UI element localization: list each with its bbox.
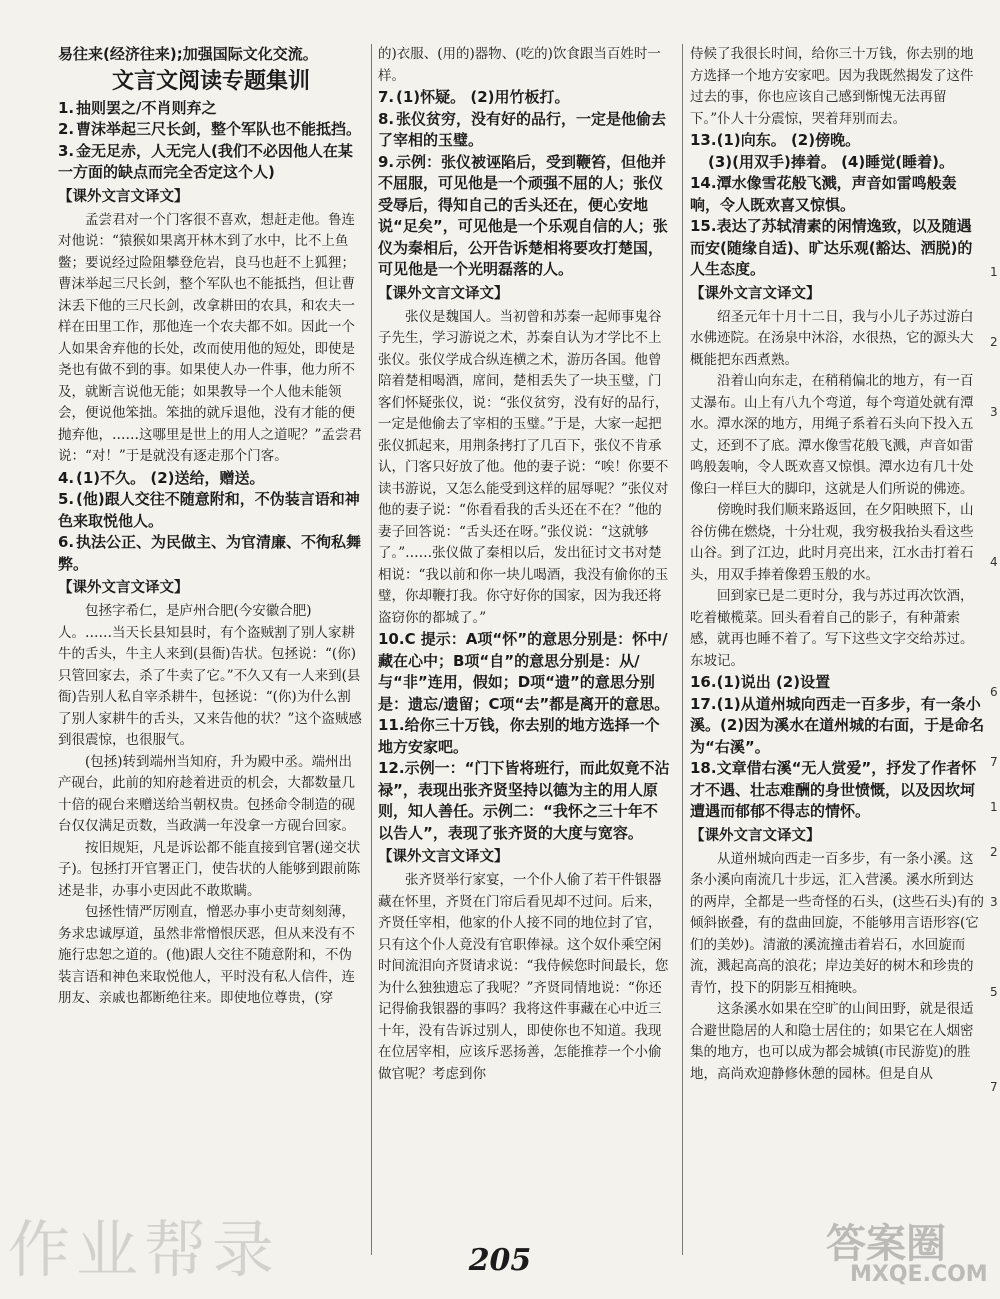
answer-item: 10.C 提示：A项“怀”的意思分别是：怀中/藏在心中；B项“自”的意思分别是：从/与“非”连用，假如；D项“遗”的意思分别是：遗忘/遗留；C项“去”都是离开的意思。 xyxy=(378,630,670,713)
watermark-url: MXQE.COM xyxy=(850,1262,988,1287)
edge-digit: 4 xyxy=(990,555,998,569)
column-left xyxy=(58,44,364,1010)
translation-paragraph: 绍圣元年十月十二日，我与小儿子苏过游白水佛迹院。在汤泉中沐浴，水很热，它的源头大概能把东西煮熟。 xyxy=(690,308,974,368)
answer-item: 6. 执法公正、为民做主、为官清廉、不徇私舞弊。 xyxy=(58,533,362,573)
answer-item: 14.潭水像雪花般飞溅，声音如雷鸣般轰响，令人既欢喜又惊惧。 xyxy=(690,174,957,214)
translation-label: 【课外文言文译文】 xyxy=(690,285,821,302)
translation-label: 【课外文言文译文】 xyxy=(378,849,509,865)
answer-item: 3. 金无足赤，人无完人(我们不必因他人在某一方面的缺点而完全否定这个人) xyxy=(58,141,353,181)
answer-item: 17.(1)从道州城向西走一百多步，有一条小溪。(2)因为溪水在道州城的右面，于是命名为“右溪”。 xyxy=(690,694,985,756)
translation-paragraph: 张齐贤举行家宴，一个仆人偷了若干件银器藏在怀里，齐贤在门帘后看见却不过问。后来，齐贤任宰相，他家的仆人接不同的地位封了官，只有这个仆人竟没有官职俸禄。这个奴仆乘空闲时间流泪向齐贤请求说：“我侍候您时间最长，您为什么独独遗忘了我呢？”齐贤同情地说：“你还记得偷我银器的事吗？我将这件事藏在心中近三十年，没有告诉过别人，即使你也不知道。我现在位居宰相，应该斥恶扬善，怎能推荐一个小偷做官呢？考虑到你 xyxy=(378,872,669,1082)
translation-paragraph: 傍晚时我们顺来路返回，在夕阳映照下，山谷仿佛在燃烧，十分壮观，我穷极我抬头看这些山谷。到了江边，此时月亮出来，江水击打着石头，用双手捧着像碧玉般的水。 xyxy=(690,502,974,583)
edge-digit: 2 xyxy=(990,335,998,349)
top-line: 易往来(经济往来);加强国际文化交流。 xyxy=(58,45,318,63)
answer-item: 8. 张仪贫穷，没有好的品行，一定是他偷去了宰相的玉璧。 xyxy=(378,109,667,149)
answer-list xyxy=(378,629,671,844)
column-right xyxy=(690,44,986,1085)
answer-item: 2. 曹沫举起三尺长剑，整个军队也不能抵挡。 xyxy=(58,120,362,138)
answer-list xyxy=(690,672,986,823)
translation-paragraph: 包拯字希仁，是庐州合肥(今安徽合肥)人。……当天长县知县时，有个盗贼割了别人家耕牛的舌头，牛主人来到(县衙)告状。包拯说：“(你)只管回家去，杀了牛卖了它。”不久又有一人来到(县衙)告别人私自宰杀耕牛，包拯说：“(你)为什么割了别人家耕牛的舌头，又来告他的状？”这个盗贼感到很震惊，也很服气。 xyxy=(58,603,362,748)
continued-text: 侍候了我很长时间，给你三十万钱，你去别的地方选择一个地方安家吧。因为我既然揭发了这件过去的事，你也应该自己感到惭愧无法再留下。”仆人十分震惊，哭着拜别而去。 xyxy=(690,46,974,127)
watermark-left: 作业帮录 xyxy=(8,1213,281,1286)
translation-paragraph: 包拯性情严厉刚直，憎恶办事小吏苛刻刻薄，务求忠诚厚道，虽然非常憎恨厌恶，但从来没有不施行忠恕之道的。(他)跟人交往不随意附和，不伪装言语和神色来取悦他人，平时没有私人信件，连朋友、亲戚也都断绝往来。即使地位尊贵，(穿 xyxy=(58,904,355,1006)
translation-paragraph: 孟尝君对一个门客很不喜欢，想赶走他。鲁连对他说：“猿猴如果离开林木到了水中，比不上鱼鳖；要说经过险阻攀登危岩，良马也赶不上狐狸；曹沫举起三尺长剑，整个军队也不能抵挡，但让曹沫丢下他的三尺长剑，改拿耕田的农具，和农夫一样在田里工作，那他连一个农夫都不如。因此一个人如果舍弃他的长处，改而使用他的短处，即使是尧也有做不到的事。如果使人办一件事，他力所不及，就断言说他无能；如果教导一个人他未能领会，便说他笨拙。笨拙的就斥退他，没有才能的便抛弃他，……这哪里是世上的用人之道呢？”孟尝君说：“对！”于是就没有逐走那个门客。 xyxy=(58,211,362,464)
edge-digit: 7 xyxy=(990,1080,998,1094)
edge-digit: 1 xyxy=(990,265,998,279)
answer-item: 12.示例一：“门下皆将班行，而此奴竟不沾禄”，表现出张齐贤坚持以德为主的用人原则，知人善任。示例二：“我怀之三十年不以告人”，表现了张齐贤的大度与宽容。 xyxy=(378,759,670,842)
edge-digit: 3 xyxy=(990,405,998,419)
answer-list xyxy=(690,130,986,281)
edge-digit: 6 xyxy=(990,685,998,699)
answer-item: 4. (1)不久。 (2)送给，赠送。 xyxy=(58,468,265,487)
answer-item: 1. 抽则罢之/不肖则弃之 xyxy=(58,98,217,117)
answer-item: (3)(用双手)捧着。 (4)睡觉(睡着)。 xyxy=(708,152,954,171)
answer-list xyxy=(58,98,364,184)
edge-digit: 5 xyxy=(990,985,998,999)
answer-item: 5. (他)跟人交往不随意附和，不伪装言语和神色来取悦他人。 xyxy=(58,490,360,530)
translation-label: 【课外文言文译文】 xyxy=(58,188,189,205)
translation-paragraph: 这条溪水如果在空旷的山间田野，就是很适合避世隐居的人和隐士居住的；如果它在人烟密集的地方，也可以成为都会城镇(市民游览)的胜地，高尚欢迎静修休憩的园林。但是自从 xyxy=(690,1001,974,1082)
translation-paragraph: 从道州城向西走一百多步，有一条小溪。这条小溪向南流几十步远，汇入营溪。溪水所到达的两岸，全都是一些奇怪的石头，(这些石头)有的倾斜嵌叠，有的盘曲回旋，不能够用言语形容(它们的美妙)。清澈的溪流撞击着岩石，水回旋而流，溅起高高的浪花；岸边美好的树木和珍贵的青竹，投下的阴影互相掩映。 xyxy=(690,850,985,996)
translation-paragraph: 沿着山向东走，在稍稍偏北的地方，有一百丈瀑布。山上有八九个弯道，每个弯道处就有潭水。潭水深的地方，用绳子系着石头向下投入五丈，还到不了底。潭水像雪花般飞溅，声音如雷鸣般轰响，令人既欢喜又惊惧。潭水边有几十处像臼一样巨大的脚印，这就是人们所说的佛迹。 xyxy=(690,373,974,497)
answer-list xyxy=(58,468,364,576)
edge-digit: 7 xyxy=(990,755,998,769)
answer-item: 15.表达了苏轼清素的闲情逸致，以及随遇而安(随缘自适)、旷达乐观(豁达、洒脱)的人生态度。 xyxy=(690,217,973,278)
translation-label: 【课外文言文译文】 xyxy=(378,285,509,302)
translation-paragraph: 张仪是魏国人。当初曾和苏秦一起师事鬼谷子先生，学习游说之术，苏秦自认为才学比不上张仪。张仪学成合纵连横之术，游历各国。他曾陪着楚相喝酒，席间，楚相丢失了一块玉璧，门客们怀疑张仪，说：“张仪贫穷，没有好的品行，一定是他偷去了宰相的玉璧。”于是，大家一起把张仪抓起来，用荆条拷打了几百下，张仪不肯承认，门客只好放了他。他的妻子说：“唉！你要不读书游说，又怎么能受到这样的屈辱呢？”张仪对他的妻子说：“你看看我的舌头还在不在？”他的妻子回答说：“舌头还在呀。”张仪说：“这就够了。”……张仪做了秦相以后，发出征讨文书对楚相说：“我以前和你一块儿喝酒，我没有偷你的玉璧，你却鞭打我。你守好你的国家，因为我还将盗窃你的都城了。” xyxy=(378,308,669,626)
page-number: 205 xyxy=(468,1243,532,1278)
edge-digit: 2 xyxy=(990,845,998,859)
answer-item: 11.给你三十万钱，你去别的地方选择一个地方安家吧。 xyxy=(378,716,660,756)
translation-label: 【课外文言文译文】 xyxy=(58,580,189,596)
answer-list xyxy=(378,87,671,281)
section-title: 文言文阅读专题集训 xyxy=(111,68,310,94)
answer-item: 18.文章借右溪“无人赏爱”，抒发了作者怀才不遇、壮志难酬的身世愤慨，以及因坎坷遭遇而郁郁不得志的情怀。 xyxy=(690,759,977,820)
edge-digit: 3 xyxy=(990,895,998,909)
answer-item: 9. 示例：张仪被诬陷后，受到鞭笞，但他并不屈服，可见他是一个顽强不屈的人；张仪受辱后，得知自己的舌头还在，便心安地说“足矣”，可见他是一个乐观自信的人；张仪为秦相后，公开告诉楚相将要攻打楚国，可见他是一个光明磊落的人。 xyxy=(378,152,668,278)
translation-paragraph: 回到家已是二更时分，我与苏过再次饮酒，吃着橄榄菜。回头看着自己的影子，有种萧索感，就再也睡不着了。写下这些文字交给苏过。东坡记。 xyxy=(690,588,974,669)
column-divider xyxy=(371,44,372,1255)
translation-paragraph: 按旧规矩，凡是诉讼都不能直接到官署(递交状子)。包拯打开官署正门，使告状的人能够到跟前陈述是非，办事小吏因此不敢欺瞒。 xyxy=(58,839,361,899)
edge-digit: 1 xyxy=(990,800,998,814)
column-middle xyxy=(378,44,671,1085)
translation-paragraph: (包拯)转到端州当知府，升为殿中丞。端州出产砚台，此前的知府趁着进贡的机会，大都数量几十倍的砚台来赠送给当朝权贵。包拯命令制造的砚台仅仅满足贡数，当政满一年没拿一方砚台回家。 xyxy=(58,753,355,834)
watermark-logo: 答案圈 xyxy=(826,1221,946,1267)
column-divider xyxy=(682,44,683,1255)
answer-item: 7. (1)怀疑。 (2)用竹板打。 xyxy=(378,88,570,106)
continued-text: 的)衣服、(用的)器物、(吃的)饮食跟当百姓时一样。 xyxy=(378,46,661,84)
answer-item: 16.(1)说出 (2)设置 xyxy=(690,673,831,691)
translation-label: 【课外文言文译文】 xyxy=(690,827,821,844)
answer-item: 13.(1)向东。 (2)傍晚。 xyxy=(690,131,861,149)
